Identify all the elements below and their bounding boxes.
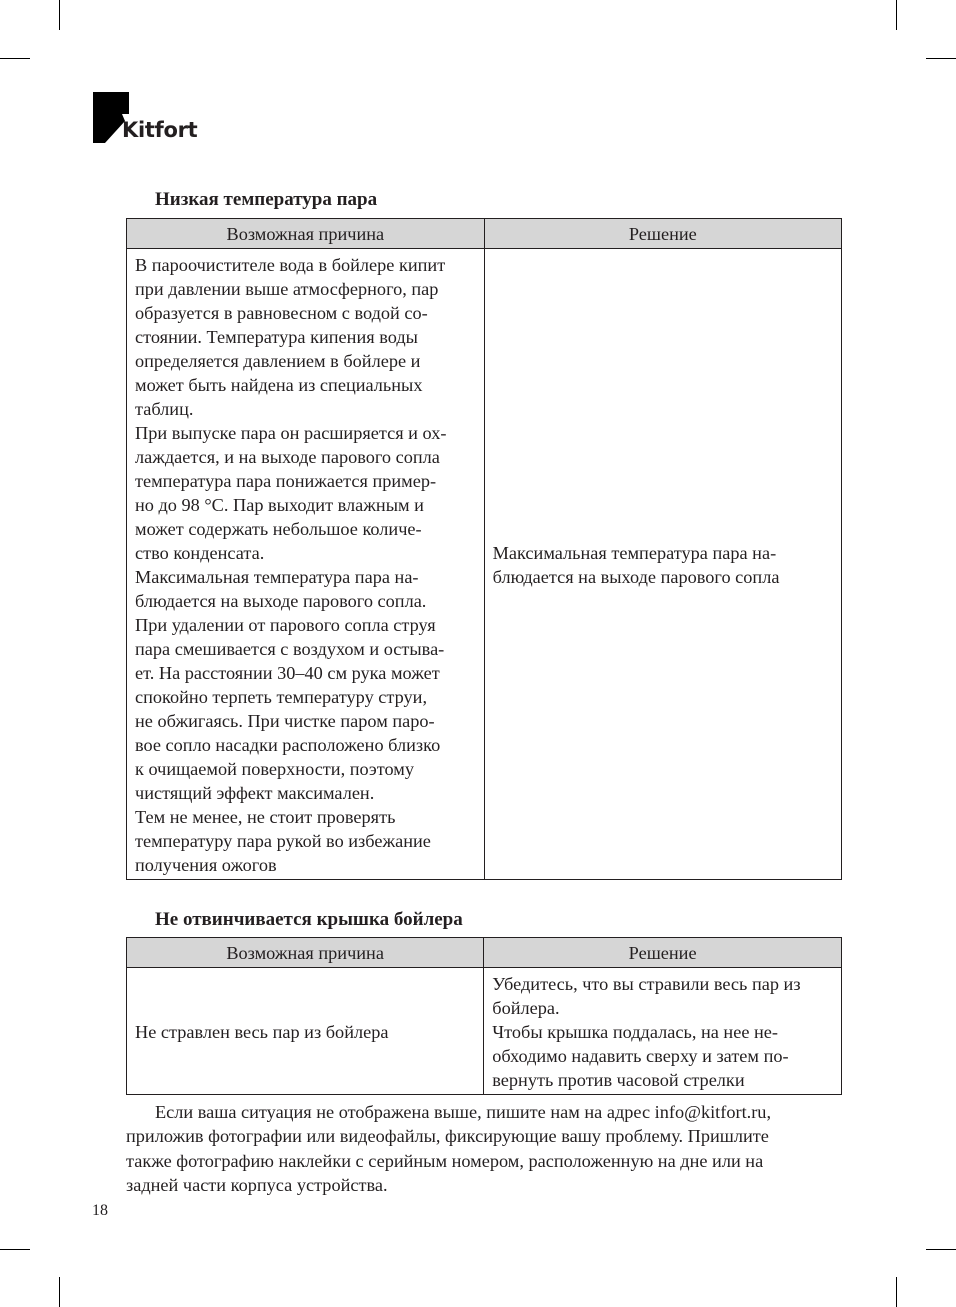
text-line: может быть найдена из специальных bbox=[135, 375, 423, 395]
text-line: Если ваша ситуация не отображена выше, пишите нам на адрес info@kitfort.ru, bbox=[155, 1102, 772, 1122]
troubleshooting-table bbox=[126, 937, 842, 1095]
cause-cell bbox=[127, 249, 485, 880]
text-line: образуется в равновесном с водой со- bbox=[135, 303, 428, 323]
cause-cell bbox=[127, 968, 484, 1095]
table-row bbox=[127, 968, 842, 1095]
column-header-solution: Решение bbox=[484, 219, 841, 249]
text-line: Чтобы крышка поддалась, на нее не- bbox=[492, 1022, 778, 1042]
text-line: температуру пара рукой во избежание bbox=[135, 831, 431, 851]
crop-mark bbox=[926, 58, 956, 59]
text-line: При выпуске пара он расширяется и ох- bbox=[135, 423, 447, 443]
text-line: вернуть против часовой стрелки bbox=[492, 1070, 745, 1090]
text-line: задней части корпуса устройства. bbox=[126, 1174, 388, 1195]
text-line: ет. На расстоянии 30–40 см рука может bbox=[135, 663, 440, 683]
text-line: Тем не менее, не стоит проверять bbox=[135, 807, 396, 827]
text-line: но до 98 °С. Пар выходит влажным и bbox=[135, 495, 424, 515]
text-line: спокойно терпеть температуру струи, bbox=[135, 687, 428, 707]
crop-mark bbox=[896, 0, 897, 30]
column-header-cause: Возможная причина bbox=[127, 938, 484, 968]
text-line: при давлении выше атмосферного, пар bbox=[135, 279, 439, 299]
text-line: В пароочистителе вода в бойлере кипит bbox=[135, 255, 446, 275]
crop-mark bbox=[59, 0, 60, 30]
table-row bbox=[127, 249, 842, 880]
column-header-solution: Решение bbox=[484, 938, 842, 968]
text-line: Убедитесь, что вы стравили весь пар из bbox=[492, 974, 801, 994]
crop-mark bbox=[59, 1277, 60, 1307]
text-line: приложив фотографии или видеофайлы, фиксирующие вашу проблему. Пришлите bbox=[126, 1126, 769, 1147]
crop-mark bbox=[926, 1249, 956, 1250]
text-line: также фотографию наклейки с серийным номером, расположенную на дне или на bbox=[126, 1150, 764, 1171]
text-line: Не стравлен весь пар из бойлера bbox=[135, 1022, 389, 1042]
table-header-row bbox=[127, 219, 842, 249]
table-header-row bbox=[127, 938, 842, 968]
text-line: При удалении от парового сопла струя bbox=[135, 615, 436, 635]
text-line: чистящий эффект максимален. bbox=[135, 783, 375, 803]
text-line: может содержать небольшое количе- bbox=[135, 519, 422, 539]
text-line: ство конденсата. bbox=[135, 543, 265, 563]
crop-mark bbox=[0, 1249, 30, 1250]
text-line: обходимо надавить сверху и затем по- bbox=[492, 1046, 789, 1066]
column-header-cause: Возможная причина bbox=[127, 219, 485, 249]
brand-logo-text: Kitfort bbox=[122, 118, 198, 142]
page-number: 18 bbox=[92, 1202, 108, 1219]
text-line: лаждается, и на выходе парового сопла bbox=[135, 447, 440, 467]
text-line: к очищаемой поверхности, поэтому bbox=[135, 759, 414, 779]
text-line: блюдается на выходе парового сопла. bbox=[135, 591, 427, 611]
section-title: Не отвинчивается крышка бойлера bbox=[155, 909, 463, 930]
crop-mark bbox=[0, 58, 30, 59]
text-line: таблиц. bbox=[135, 399, 194, 419]
contact-paragraph bbox=[126, 1100, 842, 1197]
text-line: определяется давлением в бойлере и bbox=[135, 351, 421, 371]
text-line: температура пара понижается пример- bbox=[135, 471, 437, 491]
text-line: Максимальная температура пара на- bbox=[492, 543, 777, 563]
solution-cell bbox=[484, 249, 841, 880]
text-line: пара смешивается с воздухом и остыва- bbox=[135, 639, 445, 659]
text-line: не обжигаясь. При чистке паром паро- bbox=[135, 711, 435, 731]
text-line: блюдается на выходе парового сопла bbox=[492, 567, 780, 587]
crop-mark bbox=[896, 1277, 897, 1307]
troubleshooting-table bbox=[126, 218, 842, 880]
text-line: стоянии. Температура кипения воды bbox=[135, 327, 418, 347]
text-line: Максимальная температура пара на- bbox=[135, 567, 419, 587]
solution-cell bbox=[484, 968, 842, 1095]
section-title: Низкая температура пара bbox=[155, 189, 378, 210]
text-line: получения ожогов bbox=[135, 855, 277, 875]
text-line: бойлера. bbox=[492, 998, 560, 1018]
text-line: вое сопло насадки расположено близко bbox=[135, 735, 441, 755]
brand-logo bbox=[92, 92, 202, 148]
